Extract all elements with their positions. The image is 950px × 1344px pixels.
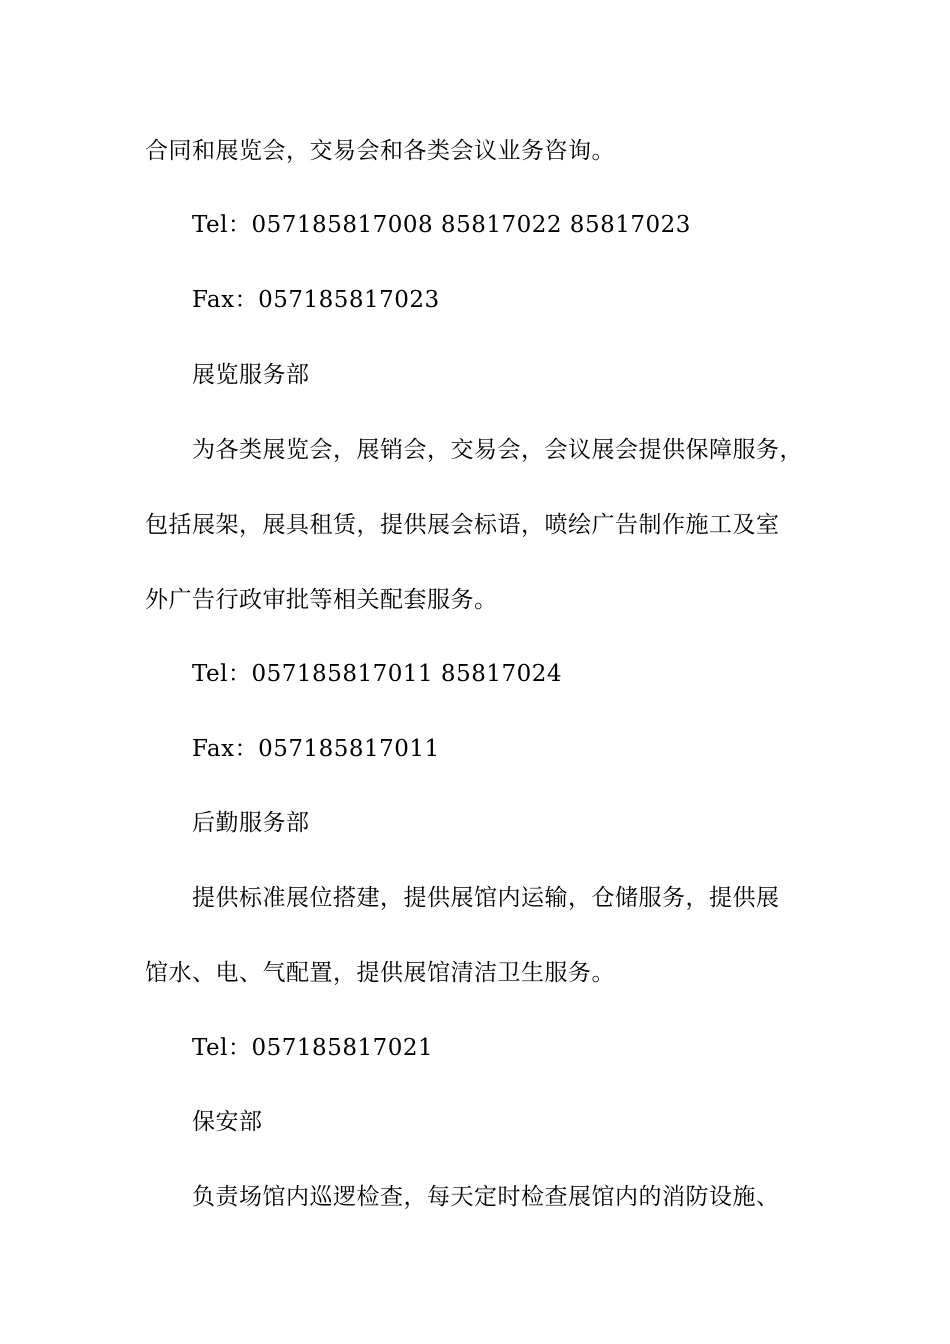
section-heading: 后勤服务部 [192, 810, 310, 836]
section-heading: 保安部 [192, 1109, 263, 1135]
contact-tel: Tel：057185817021 [192, 1035, 434, 1061]
paragraph-line: 外广告行政审批等相关配套服务。 [145, 587, 498, 613]
paragraph-line: 提供标准展位搭建，提供展馆内运输，仓储服务，提供展 [192, 885, 780, 911]
contact-tel: Tel：057185817008 85817022 85817023 [192, 212, 691, 238]
paragraph-line: 包括展架，展具租赁，提供展会标语，喷绘广告制作施工及室 [145, 512, 780, 538]
paragraph-line: 负责场馆内巡逻检查，每天定时检查展馆内的消防设施、 [192, 1184, 780, 1210]
paragraph-continuation: 合同和展览会，交易会和各类会议业务咨询。 [145, 138, 615, 164]
section-heading: 展览服务部 [192, 362, 310, 388]
paragraph-line: 为各类展览会，展销会，交易会，会议展会提供保障服务， [192, 437, 803, 463]
contact-fax: Fax：057185817023 [192, 287, 440, 313]
contact-tel: Tel：057185817011 85817024 [192, 661, 562, 687]
paragraph-line: 馆水、电、气配置，提供展馆清洁卫生服务。 [145, 960, 615, 986]
contact-fax: Fax：057185817011 [192, 736, 440, 762]
